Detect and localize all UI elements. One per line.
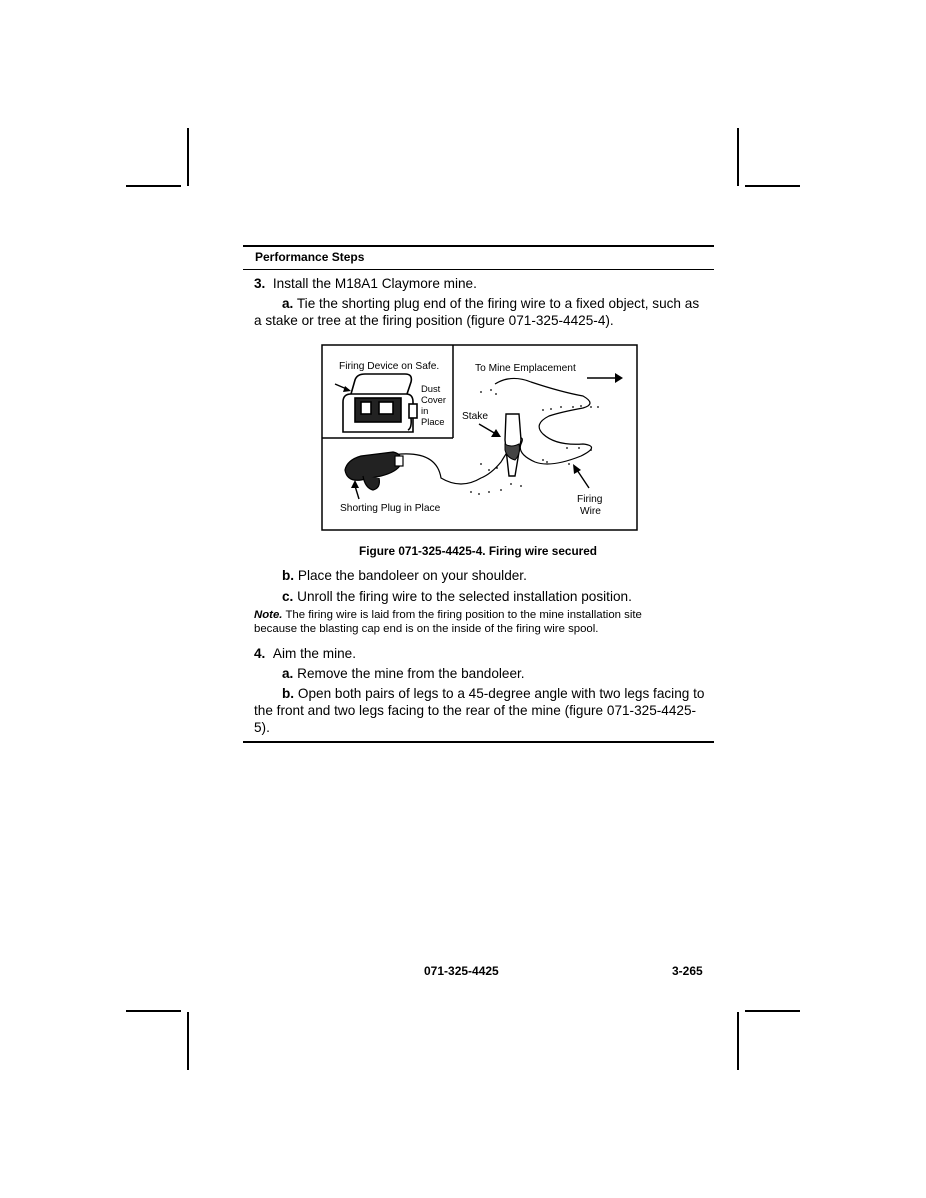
section-header-rule — [243, 269, 714, 270]
step-title: Install the M18A1 Claymore mine. — [272, 276, 477, 291]
step-3c — [282, 588, 632, 605]
step-4b-line-1 — [282, 685, 704, 702]
step-3b — [282, 567, 527, 584]
crop-mark — [126, 185, 181, 187]
substep-letter: c. — [282, 589, 294, 604]
crop-mark — [745, 185, 800, 187]
crop-mark — [187, 1012, 189, 1070]
substep-text: Remove the mine from the bandoleer. — [297, 666, 525, 681]
step-3a-line-2: a stake or tree at the firing position (figure 071-325-4425-4). — [254, 313, 614, 328]
label-dust-cover-3: in — [421, 405, 429, 416]
section-bottom-rule — [243, 741, 714, 743]
crop-mark — [187, 128, 189, 186]
label-dust-cover-1: Dust — [421, 383, 441, 394]
section-top-rule — [243, 245, 714, 247]
substep-text: Open both pairs of legs to a 45-degree angle with two legs facing to — [297, 686, 705, 701]
substep-text: Place the bandoleer on your shoulder. — [297, 568, 527, 583]
note-text: The firing wire is laid from the firing position to the mine installation site — [285, 609, 642, 621]
step-title: Aim the mine. — [272, 646, 357, 661]
figure-firing-wire-secured — [321, 344, 638, 531]
label-firing-wire-1: Firing — [577, 494, 603, 505]
label-firing-device: Firing Device on Safe. — [339, 361, 440, 372]
crop-mark — [737, 128, 739, 186]
substep-letter: b. — [282, 686, 295, 701]
step-4b-line-3: 5). — [254, 720, 270, 735]
label-to-mine: To Mine Emplacement — [475, 363, 576, 374]
substep-letter: b. — [282, 568, 295, 583]
step-3a-line-1 — [282, 295, 699, 312]
step-number: 4. — [254, 646, 266, 661]
label-dust-cover-4: Place — [421, 416, 445, 427]
substep-text: Unroll the firing wire to the selected installation position. — [297, 589, 632, 604]
step-number: 3. — [254, 276, 266, 291]
figure-caption: Figure 071-325-4425-4. Firing wire secured — [359, 544, 598, 558]
substep-text: Tie the shorting plug end of the firing wire to a fixed object, such as — [296, 296, 700, 311]
note-line-1 — [254, 608, 642, 622]
crop-mark — [745, 1010, 800, 1012]
crop-mark — [737, 1012, 739, 1070]
footer-task-number: 071-325-4425 — [424, 964, 499, 978]
step-4-title — [254, 645, 356, 662]
step-4a — [282, 665, 525, 682]
note-label: Note. — [254, 609, 283, 621]
step-4b-line-2: the front and two legs facing to the rear of the mine (figure 071-325-4425- — [254, 703, 697, 718]
substep-letter: a. — [282, 666, 294, 681]
label-shorting-plug: Shorting Plug in Place — [340, 503, 441, 514]
note-line-2: because the blasting cap end is on the inside of the firing wire spool. — [254, 623, 599, 635]
label-stake: Stake — [462, 411, 489, 422]
label-dust-cover-2: Cover — [421, 394, 447, 405]
substep-letter: a. — [282, 296, 294, 311]
section-header: Performance Steps — [255, 250, 365, 264]
label-firing-wire-2: Wire — [580, 506, 601, 517]
step-3-title — [254, 275, 477, 292]
crop-mark — [126, 1010, 181, 1012]
footer-page-number: 3-265 — [672, 964, 703, 978]
